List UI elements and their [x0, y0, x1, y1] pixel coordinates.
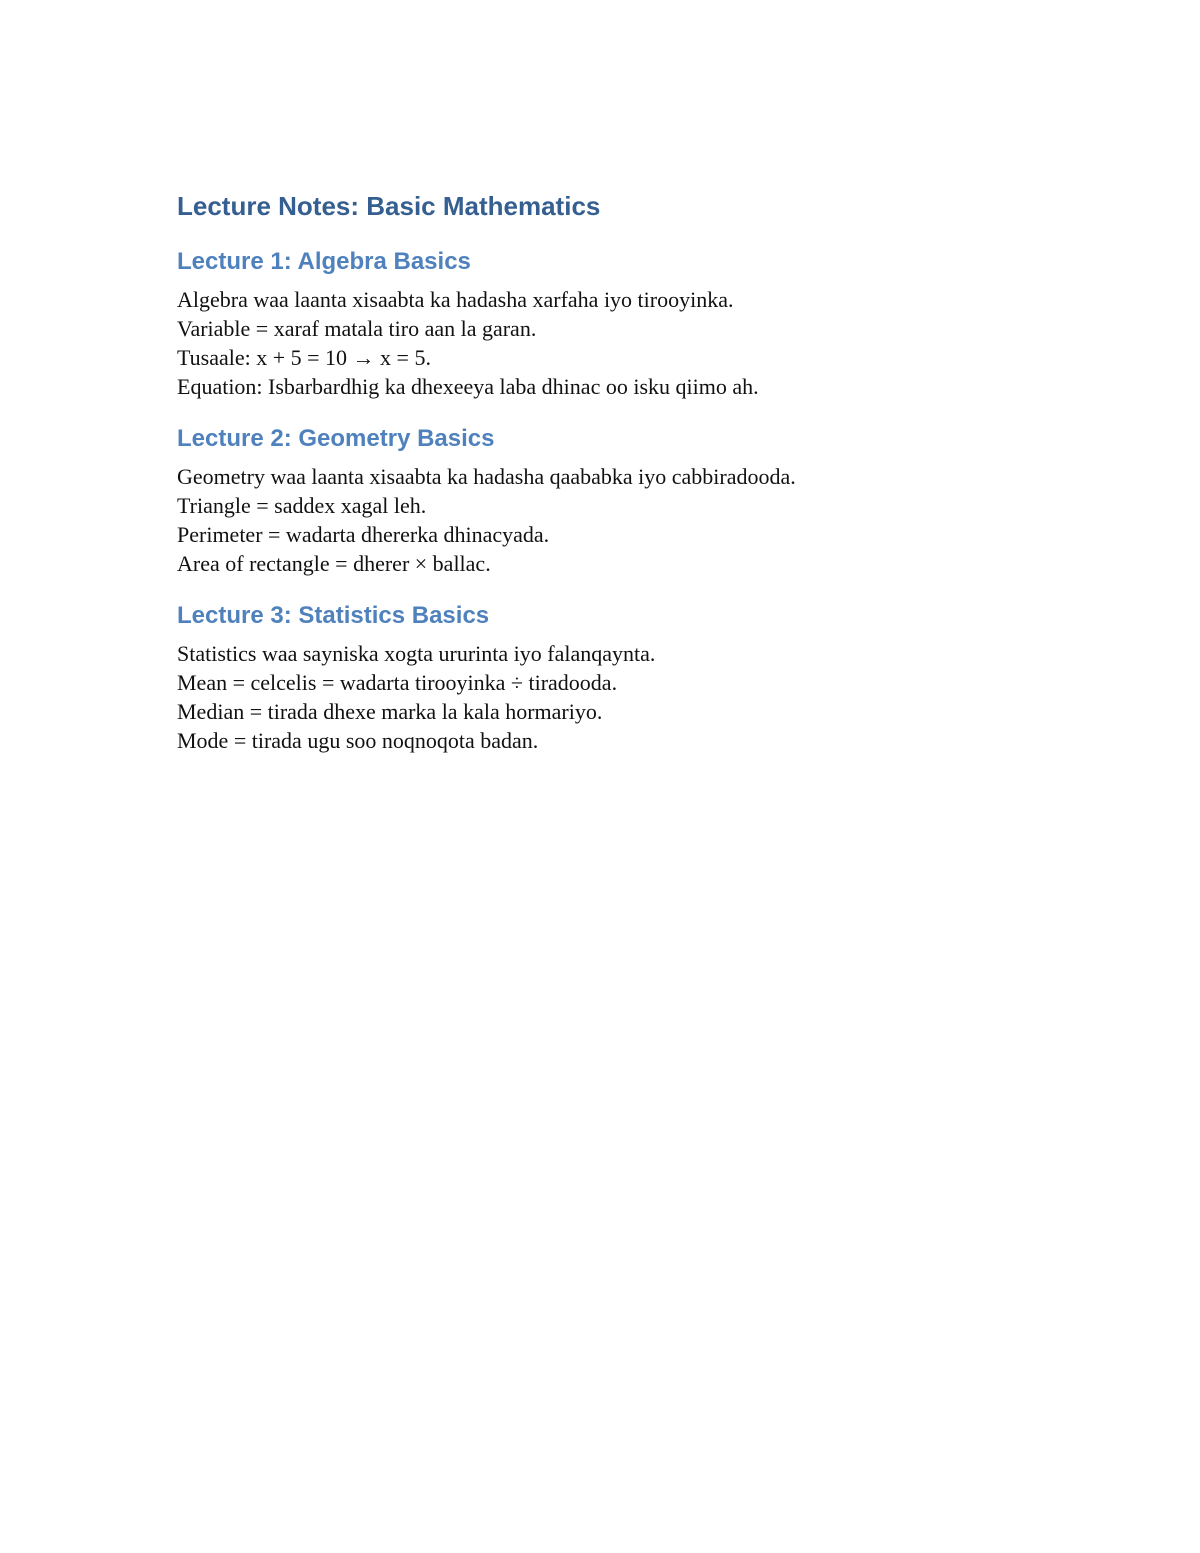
body-line: Area of rectangle = dherer × ballac. — [177, 551, 491, 576]
section-algebra — [177, 250, 1024, 401]
section-heading-geometry: Lecture 2: Geometry Basics — [177, 425, 495, 452]
body-line: Tusaale: x + 5 = 10 → x = 5. — [177, 345, 431, 370]
body-line: Statistics waa sayniska xogta ururinta iyo falanqaynta. — [177, 641, 656, 666]
body-line: Geometry waa laanta xisaabta ka hadasha qaababka iyo cabbiradooda. — [177, 464, 796, 489]
body-line: Mode = tirada ugu soo noqnoqota badan. — [177, 728, 539, 753]
body-line: Mean = celcelis = wadarta tirooyinka ÷ tiradooda. — [177, 670, 618, 695]
body-line: Algebra waa laanta xisaabta ka hadasha xarfaha iyo tirooyinka. — [177, 287, 734, 312]
body-line: Variable = xaraf matala tiro aan la garan. — [177, 316, 537, 341]
body-line: Triangle = saddex xagal leh. — [177, 493, 427, 518]
section-statistics — [177, 604, 1024, 755]
section-heading-statistics: Lecture 3: Statistics Basics — [177, 602, 490, 629]
body-line: Perimeter = wadarta dhererka dhinacyada. — [177, 522, 550, 547]
section-geometry — [177, 427, 1024, 578]
body-line: Median = tirada dhexe marka la kala hormariyo. — [177, 699, 603, 724]
section-heading-algebra: Lecture 1: Algebra Basics — [177, 248, 471, 275]
body-line: Equation: Isbarbardhig ka dhexeeya laba dhinac oo isku qiimo ah. — [177, 374, 759, 399]
document-content — [177, 193, 1024, 755]
document-title: Lecture Notes: Basic Mathematics — [177, 191, 601, 221]
